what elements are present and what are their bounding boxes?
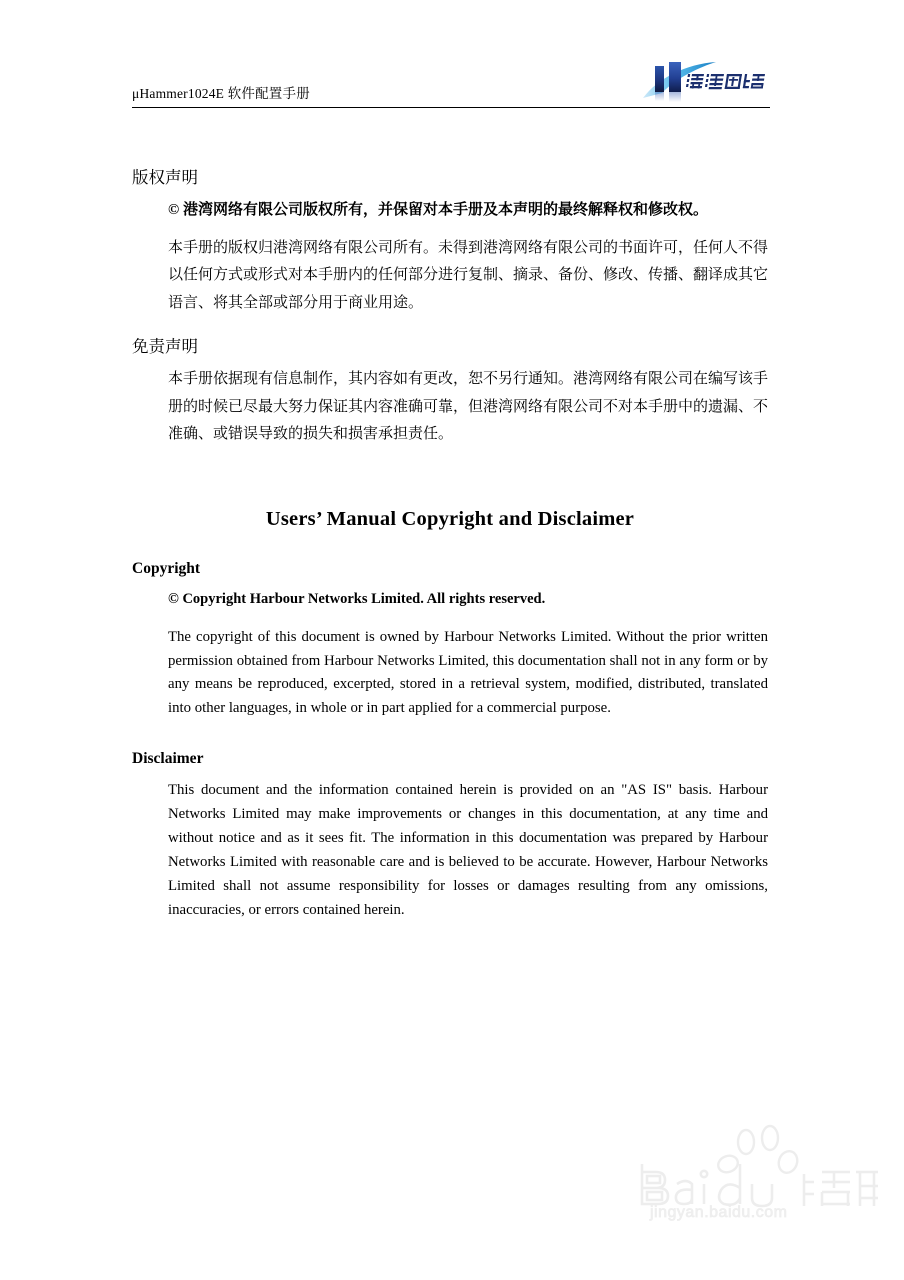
en-copyright-body: The copyright of this document is owned by Harbour Networks Limited. Without the prior written permission obtained from Harbour Networks Limited, this documentation shall not in any form or by any means be reproduced, excerpted, stored in a retrieval system, modified, distributed, translated into other languages, in whole or in part applied for a commercial purpose. <box>168 628 768 717</box>
en-disclaimer-body: This document and the information contained herein is provided on an "AS IS" basis. Harbour Networks Limited may make improvements or changes in this documentation, at any time and without notice and as it sees fit. The information in this documentation was prepared by Harbour Networks Limited with reasonable care and is believed to be accurate. However, Harbour Networks Limited shall not assume responsibility for losses or damages resulting from any omissions, inaccuracies, or errors contained herein. <box>168 781 768 918</box>
cn-disclaimer-body: 本手册依据现有信息制作，其内容如有更改，恕不另行通知。港湾网络有限公司在编写该手册的时候已尽最大努力保证其内容准确可靠，但港湾网络有限公司不对本手册中的遗漏、不准确、或错误导致的损失和损害承担责任。 <box>168 371 769 443</box>
section-heading-copyright: Copyright <box>132 559 201 577</box>
cn-disclaimer-block <box>168 366 768 448</box>
spacer <box>132 323 768 337</box>
watermark-url: jingyan.baidu.com <box>650 1204 788 1221</box>
logo-bar-left <box>655 66 664 92</box>
en-copyright-strong-line: © Copyright Harbour Networks Limited. All rights reserved. <box>168 591 546 608</box>
section-heading-cn-copyright: 版权声明 <box>132 168 198 187</box>
logo-wordmark <box>686 74 765 89</box>
cn-copyright-block <box>168 198 768 317</box>
en-disclaimer-block <box>168 779 768 923</box>
header-title: μHammer1024E 软件配置手册 <box>132 86 310 101</box>
baidu-paw-icon <box>716 1126 800 1175</box>
document-content <box>132 168 768 929</box>
harbour-networks-logo <box>642 60 770 106</box>
section-heading-cn-disclaimer: 免责声明 <box>132 336 198 356</box>
baidu-jingyan-watermark <box>628 1118 880 1226</box>
logo-bar-right <box>669 62 681 92</box>
logo-bar-left-reflection <box>655 92 664 101</box>
header-rule <box>132 107 770 108</box>
en-copyright-block <box>168 588 768 721</box>
spacer <box>132 454 768 506</box>
cn-copyright-strong-line: © 港湾网络有限公司版权所有，并保留对本手册及本声明的最终解释权和修改权。 <box>168 201 708 218</box>
cn-copyright-body: 本手册的版权归港湾网络有限公司所有。未得到港湾网络有限公司的书面许可，任何人不得以任何方式或形式对本手册内的任何部分进行复制、摘录、备份、修改、传播、翻译成其它语言、将其全部或部分用于商业用途。 <box>168 239 769 311</box>
page-header <box>132 74 770 108</box>
logo-bar-right-reflection <box>669 92 681 102</box>
baidu-wordmark <box>642 1164 878 1206</box>
section-heading-disclaimer: Disclaimer <box>132 750 204 768</box>
page-title: Users’ Manual Copyright and Disclaimer <box>265 508 635 531</box>
spacer <box>132 533 768 559</box>
spacer <box>132 727 768 749</box>
